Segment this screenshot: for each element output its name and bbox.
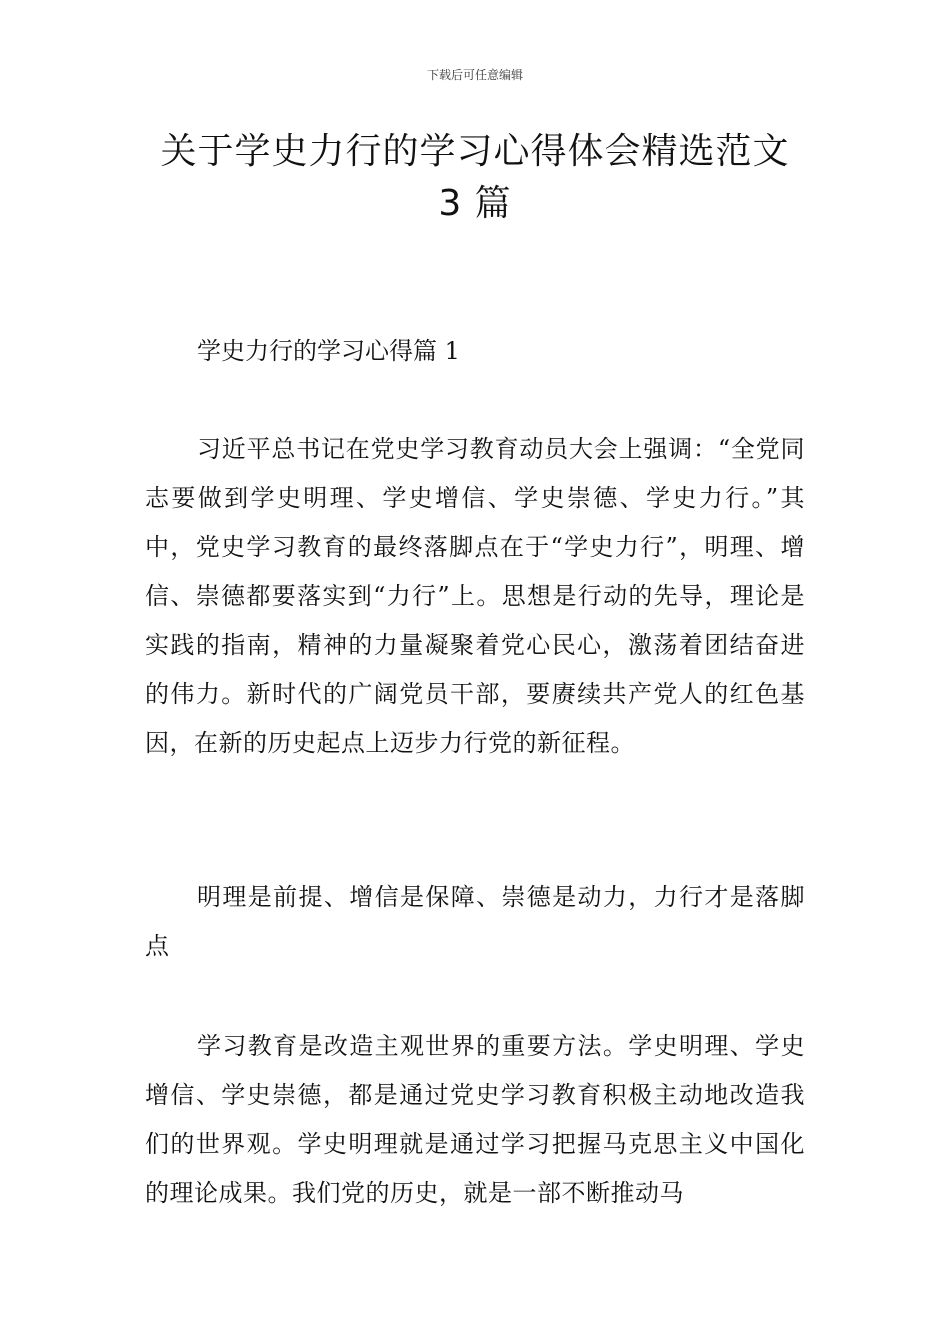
section-heading: 学史力行的学习心得篇 1	[197, 337, 460, 365]
body-paragraph-1: 习近平总书记在党史学习教育动员大会上强调：“全党同志要做到学史明理、学史增信、学史崇德、学史力行。”其中，党史学习教育的最终落脚点在于“学史力行”，明理、增信、崇德都要落实到“力行”上。思想是行动的先导，理论是实践的指南，精神的力量凝聚着党心民心，激荡着团结奋进的伟力。新时代的广阔党员干部，要赓续共产党人的红色基因，在新的历史起点上迈步力行党的新征程。	[145, 435, 805, 757]
body-paragraph-3: 学习教育是改造主观世界的重要方法。学史明理、学史增信、学史崇德，都是通过党史学习教育积极主动地改造我们的世界观。学史明理就是通过学习把握马克思主义中国化的理论成果。我们党的历史，就是一部不断推动马	[145, 1032, 805, 1207]
page-header-note: 下载后可任意编辑	[426, 68, 523, 82]
document-title: 关于学史力行的学习心得体会精选范文 3 篇	[160, 131, 790, 224]
body-paragraph-2: 明理是前提、增信是保障、崇德是动力，力行才是落脚点	[145, 883, 805, 960]
